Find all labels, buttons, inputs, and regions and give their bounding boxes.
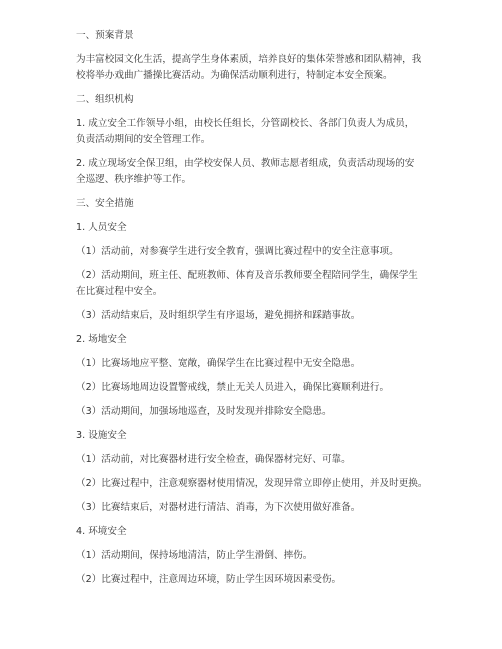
text-line: （3）活动结束后，及时组织学生有序退场，避免拥挤和踩踏事故。 [76,310,361,321]
subheading-venue: 2. 场地安全 [76,334,127,345]
text-line: （1）活动前，对参赛学生进行安全教育，强调比赛过程中的安全注意事项。 [76,246,399,257]
text-line: 校将举办戏曲广播操比赛活动。为确保活动顺利进行，特制定本安全预案。 [76,70,393,81]
subheading-facilities: 3. 设施安全 [76,430,127,441]
paragraph [76,156,436,188]
text-line: （2）比赛过程中，注意观察器材使用情况，发现异常立即停止使用，并及时更换。 [76,478,428,489]
subheading-personnel: 1. 人员安全 [76,222,127,233]
text-line: 在比赛过程中安全。 [76,286,163,297]
document-body [76,28,436,588]
text-line: （2）比赛过程中，注意周边环境，防止学生因环境因素受伤。 [76,574,342,585]
text-line: （1）活动期间，保持场地清洁，防止学生滑倒、摔伤。 [76,550,313,561]
text-line: 全巡逻、秩序维护等工作。 [76,174,192,185]
text-line: （1）活动前，对比赛器材进行安全检查，确保器材完好、可靠。 [76,454,351,465]
text-line: 2. 成立现场安全保卫组，由学校安保人员、教师志愿者组成，负责活动现场的安 [76,158,415,169]
paragraph [76,52,436,84]
text-line: （2）活动期间，班主任、配班教师、体育及音乐教师要全程陪同学生，确保学生 [76,270,418,281]
paragraph [76,116,436,148]
text-line: （2）比赛场地周边设置警戒线，禁止无关人员进入，确保比赛顺利进行。 [76,382,390,393]
section-heading-organization: 二、组织机构 [76,94,134,105]
text-line: （1）比赛场地应平整、宽敞，确保学生在比赛过程中无安全隐患。 [76,358,361,369]
text-line: 负责活动期间的安全管理工作。 [76,134,211,145]
section-heading-safety-measures: 三、安全措施 [76,198,134,209]
subheading-environment: 4. 环境安全 [76,526,127,537]
text-line: 1. 成立安全工作领导小组，由校长任组长，分管副校长、各部门负责人为成员， [76,118,415,129]
text-line: 为丰富校园文化生活，提高学生身体素质，培养良好的集体荣誉感和团队精神，我 [76,54,422,65]
text-line: （3）活动期间，加强场地巡查，及时发现并排除安全隐患。 [76,406,332,417]
text-line: （3）比赛结束后，对器材进行清洁、消毒，为下次使用做好准备。 [76,502,361,513]
section-heading-background: 一、预案背景 [76,30,134,41]
paragraph [76,268,436,300]
